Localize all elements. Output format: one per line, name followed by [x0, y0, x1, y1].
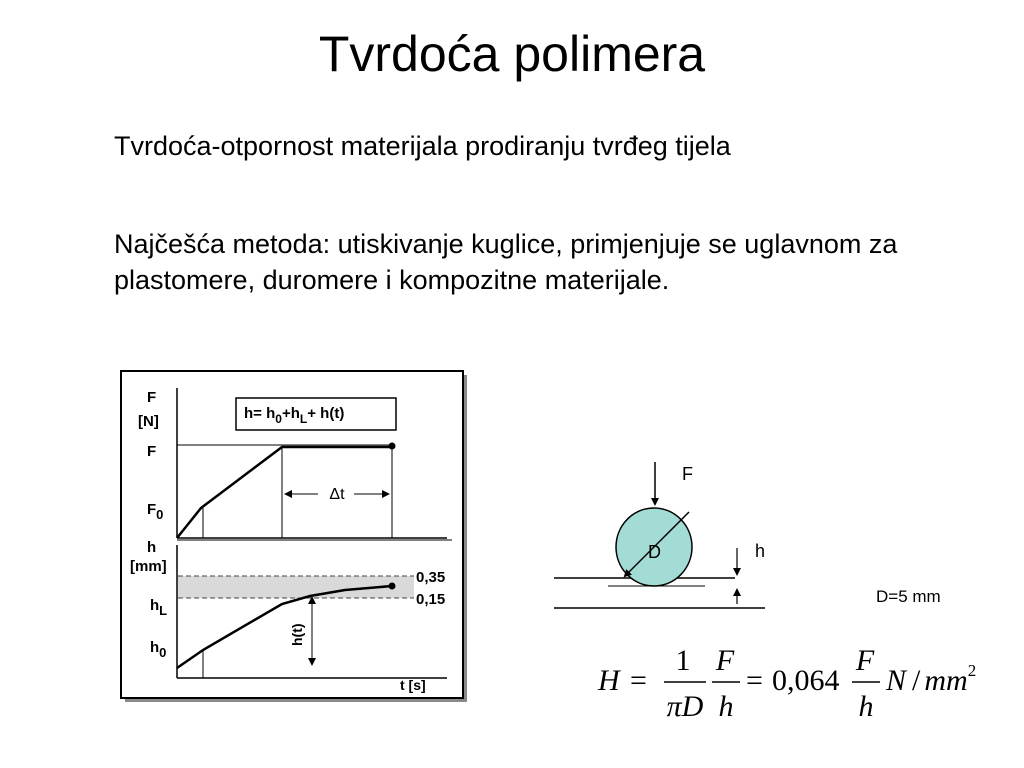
- value-035-label: 0,35: [416, 569, 446, 586]
- eq-lhs: H: [598, 664, 620, 697]
- ball-indentation-sketch: [554, 462, 941, 608]
- ball-force-label: F: [682, 464, 693, 484]
- time-axis-label: t [s]: [400, 677, 426, 693]
- ht-label: h(t): [289, 623, 305, 646]
- eq-equals-1: =: [630, 664, 647, 697]
- eq-unit: N / $mm^2$: [886, 661, 977, 697]
- hardness-equation: [597, 644, 976, 723]
- eq-coefficient: 0,064: [772, 664, 840, 697]
- eq-den-3: h: [858, 690, 874, 723]
- eq-equals-2: =: [746, 664, 763, 697]
- ball-diameter-value: D=5 mm: [876, 587, 941, 606]
- depth-axis-label: h: [147, 539, 157, 556]
- f0-label: F0: [147, 501, 164, 522]
- force-depth-graph: [121, 371, 467, 702]
- hl-label: hL: [150, 597, 168, 618]
- formula-text: $h= h_0+h_L+ h(t)$: [244, 405, 345, 426]
- ball-depth-label: h: [755, 541, 766, 561]
- force-unit-label: [N]: [138, 413, 159, 430]
- bullet-definition: Tvrdoća-otpornost materijala prodiranju tvrđeg tijela: [114, 131, 731, 161]
- dt-label: Δt: [329, 486, 345, 503]
- force-level-label: F: [147, 443, 157, 460]
- eq-num-1: 1: [675, 644, 691, 677]
- eq-num-3: F: [855, 644, 875, 677]
- bullet-method: Najčešća metoda: utiskivanje kuglice, primjenjuje se uglavnom za plastomere, duromere i kompozitne materijale.: [114, 229, 898, 295]
- eq-num-2: F: [715, 644, 735, 677]
- ball-diameter-label: D: [648, 542, 661, 562]
- eq-den-1: πD: [666, 690, 704, 723]
- depth-curve-end-dot: [389, 583, 396, 590]
- eq-den-2: h: [718, 690, 734, 723]
- value-015-label: 0,15: [416, 591, 446, 608]
- depth-unit-label: [mm]: [130, 558, 167, 575]
- force-axis-label: F: [147, 389, 157, 406]
- h0-label: h0: [150, 639, 167, 660]
- slide-title: Tvrdoća polimera: [318, 26, 706, 82]
